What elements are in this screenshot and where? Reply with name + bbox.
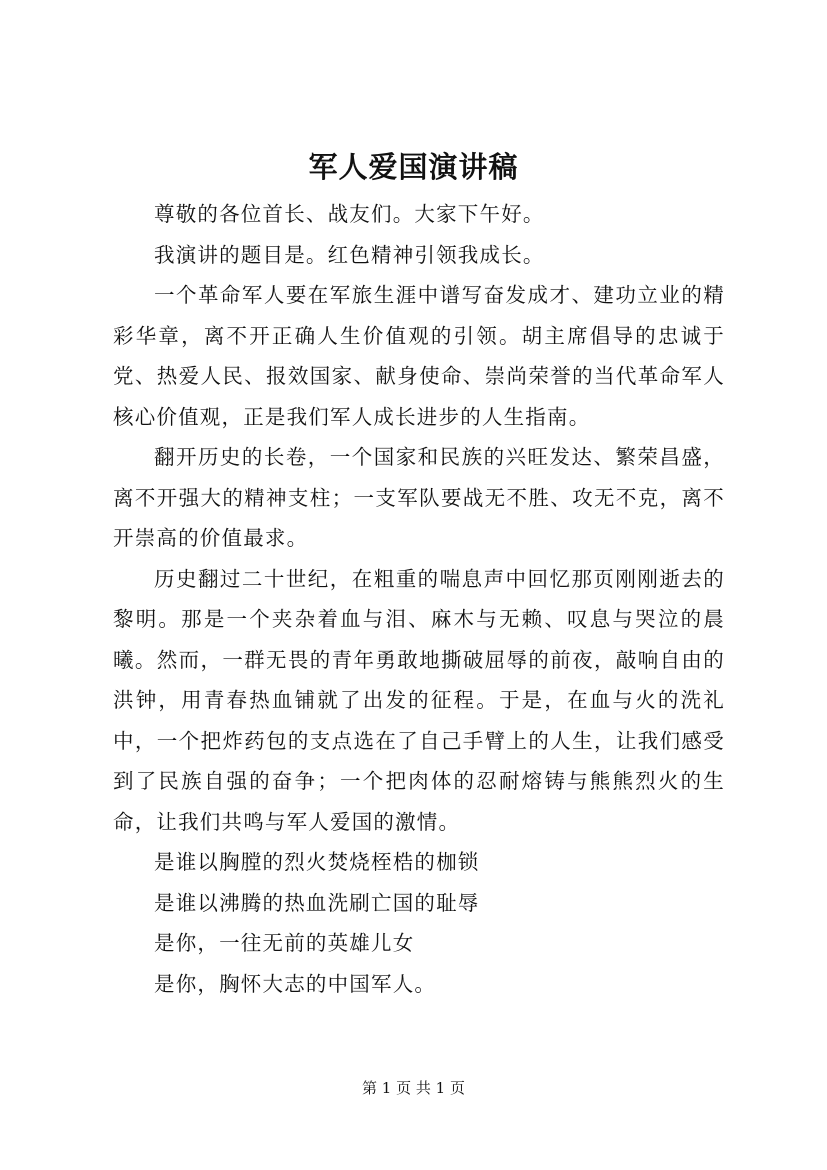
paragraph-history-scroll: 翻开历史的长卷，一个国家和民族的兴旺发达、繁荣昌盛，离不开强大的精神支柱；一支军队要战无不胜、攻无不克，离不开崇高的价值最求。 bbox=[113, 445, 725, 550]
document-body bbox=[113, 194, 725, 1004]
page-number-footer: 第 1 页 共 1 页 bbox=[362, 1079, 465, 1097]
document-title: 军人爱国演讲稿 bbox=[308, 150, 519, 184]
poem-line: 是你，胸怀大志的中国军人。 bbox=[154, 971, 437, 996]
paragraph-greeting: 尊敬的各位首长、战友们。大家下午好。 bbox=[154, 202, 545, 226]
paragraph-topic: 我演讲的题目是。红色精神引领我成长。 bbox=[154, 242, 545, 267]
paragraph-twentieth-century: 历史翻过二十世纪，在粗重的喘息声中回忆那页刚刚逝去的黎明。那是一个夹杂着血与泪、麻木与无赖、叹息与哭泣的晨曦。然而，一群无畏的青年勇敢地撕破屈辱的前夜，敲响自由的洪钟，用青春热血铺就了出发的征程。于是，在血与火的洗礼中，一个把炸药包的支点选在了自己手臂上的人生，让我们感受到了民族自强的奋争；一个把肉体的忍耐熔铸与熊熊烈火的生命，让我们共鸣与军人爱国的激情。 bbox=[113, 566, 725, 834]
poem-line: 是谁以沸腾的热血洗刷亡国的耻辱 bbox=[154, 890, 480, 915]
poem-line: 是谁以胸膛的烈火焚烧桎梏的枷锁 bbox=[154, 850, 480, 874]
poem-line: 是你，一往无前的英雄儿女 bbox=[154, 931, 415, 955]
paragraph-core-values: 一个革命军人要在军旅生涯中谱写奋发成才、建功立业的精彩华章，离不开正确人生价值观的引领。胡主席倡导的忠诚于党、热爱人民、报效国家、献身使命、崇尚荣誉的当代革命军人核心价值观，正是我们军人成长进步的人生指南。 bbox=[113, 283, 725, 429]
